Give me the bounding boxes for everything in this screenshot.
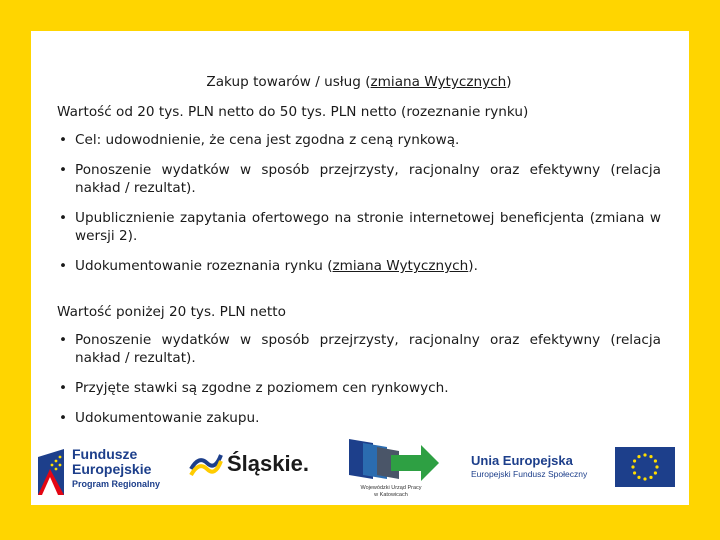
ue-line2: Europejski Fundusz Społeczny (471, 469, 588, 479)
logo-bar (31, 435, 689, 501)
list-item-text: Udokumentowanie zakupu. (75, 410, 260, 426)
title-prefix: Zakup towarów / usług ( (206, 74, 371, 90)
slide-content (57, 73, 661, 439)
list-item (57, 331, 661, 367)
bullet-icon: • (59, 332, 68, 348)
list-item-text: Upublicznienie zapytania ofertowego na stronie internetowej beneficjenta (zmiana w wersji 2). (75, 210, 661, 244)
bullet-icon: • (59, 162, 68, 178)
fundusze-europejskie-logo (36, 443, 181, 501)
ue-line1: Unia Europejska (471, 453, 573, 468)
list-item-text: Ponoszenie wydatków w sposób przejrzysty, racjonalny oraz efektywny (relacja nakład / rezultat). (75, 162, 661, 196)
fe-line3: Program Regionalny (72, 479, 161, 489)
title-suffix: ) (506, 74, 512, 90)
slide (31, 31, 689, 505)
list-item (57, 409, 661, 427)
wup-line1: Wojewódzki Urząd Pracy (360, 485, 422, 491)
list-item (57, 257, 661, 275)
bullet-list-below-20 (57, 331, 661, 427)
slaskie-text: Śląskie. (227, 451, 309, 476)
fe-line2: Europejskie (72, 461, 152, 477)
list-item-text: Ponoszenie wydatków w sposób przejrzysty, racjonalny oraz efektywny (relacja nakład / rezultat). (75, 332, 661, 366)
list-item-suffix: ). (468, 258, 478, 274)
bullet-icon: • (59, 210, 68, 226)
wup-line2: w Katowicach (374, 491, 408, 498)
fe-line1: Fundusze (72, 446, 138, 462)
list-item (57, 379, 661, 397)
fundusze-europejskie-flag-icon (36, 447, 66, 497)
slaskie-logo (189, 445, 319, 485)
bullet-icon: • (59, 410, 68, 426)
section-heading-below-20: Wartość poniżej 20 tys. PLN netto (57, 304, 286, 320)
slide-title (57, 73, 661, 91)
list-item (57, 161, 661, 197)
list-item (57, 209, 661, 245)
wup-text (341, 485, 441, 498)
slaskie-wave-icon (189, 449, 223, 479)
title-link-zmiana-wytycznych: zmiana Wytycznych (370, 74, 507, 90)
eu-flag-icon (615, 447, 675, 487)
list-item (57, 131, 661, 149)
unia-europejska-logo (471, 445, 686, 489)
link-zmiana-wytycznych: zmiana Wytycznych (332, 258, 469, 274)
wup-katowice-logo (341, 435, 453, 501)
ue-text (471, 453, 587, 480)
bullet-icon: • (59, 132, 68, 148)
list-item-text: Przyjęte stawki są zgodne z poziomem cen rynkowych. (75, 380, 449, 396)
wup-arrow-icon (343, 435, 439, 483)
list-item-text: Cel: udowodnienie, że cena jest zgodna z ceną rynkową. (75, 132, 460, 148)
bullet-icon: • (59, 258, 68, 274)
fundusze-europejskie-text (72, 447, 160, 491)
bullet-list-20-50 (57, 131, 661, 275)
bullet-icon: • (59, 380, 68, 396)
list-item-text: Udokumentowanie rozeznania rynku ( (75, 258, 333, 274)
section-heading-20-50: Wartość od 20 tys. PLN netto do 50 tys. PLN netto (rozeznanie rynku) (57, 104, 529, 120)
